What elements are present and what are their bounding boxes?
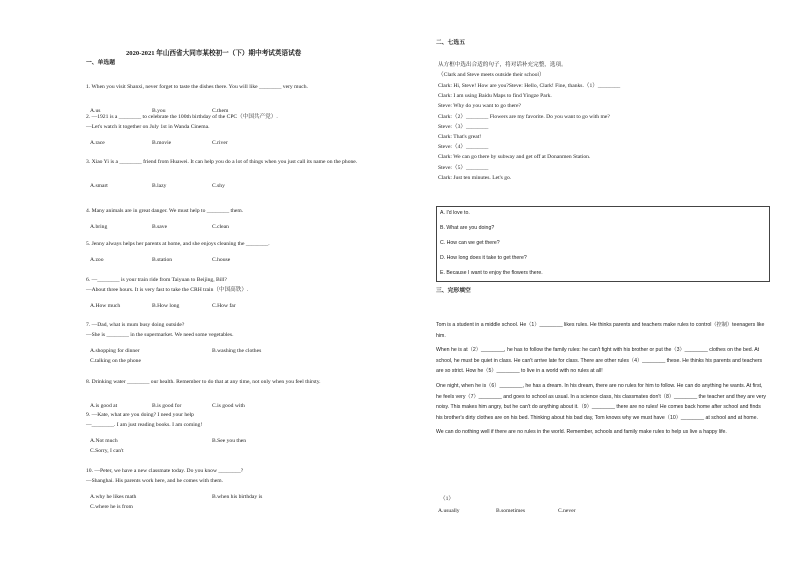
answer-option[interactable]: C.talking on the phone: [90, 358, 141, 364]
answer-option[interactable]: A.race: [90, 140, 105, 146]
answer-option[interactable]: B.lazy: [152, 183, 167, 189]
answer-option[interactable]: A.us: [90, 108, 101, 114]
section1-heading: 一、单选题: [86, 60, 115, 66]
option-item: D. How long does it take to get there?: [440, 255, 527, 261]
answer-option[interactable]: A.smart: [90, 183, 108, 189]
cloze-option: A.usually: [438, 508, 460, 514]
question-line: 10. —Peter, we have a new classmate today. Do you know ________?: [86, 468, 244, 474]
answer-option[interactable]: C.Sorry, I can't: [90, 448, 124, 454]
question-line: 3. Xiao Yi is a ________ friend from Huawei. It can help you do a lot of things when you just call its name on the phone.: [86, 159, 358, 165]
answer-option[interactable]: B.save: [152, 224, 168, 230]
dialogue-line: Clark: Hi, Steve! How are you?Steve: Hello, Clark! Fine, thanks.（1）________: [438, 83, 621, 89]
answer-option[interactable]: A.is good at: [90, 403, 118, 409]
dialogue-line: Steve: Why do you want to go there?: [438, 103, 522, 110]
dialogue-line: Steve:（5）________: [438, 164, 489, 171]
question-line: 9. —Kate, what are you doing? I need your help: [86, 412, 194, 418]
dialogue-line: Steve:（3）________: [438, 123, 489, 130]
answer-option[interactable]: B.station: [152, 257, 173, 263]
answer-option[interactable]: C.clean: [212, 224, 229, 230]
question-line: —She is ________ in the supermarket. We need some vegetables.: [86, 332, 234, 338]
option-item: A. I'd love to.: [440, 210, 470, 216]
options-box: [436, 206, 770, 282]
question-line: 7. —Dad, what is mum busy doing outside?: [86, 322, 185, 328]
dialogue-line: Clark: Just ten minutes. Let's go.: [438, 174, 512, 181]
question-line: —About three hours. It is very fast to take the CRH train（中国高铁）.: [86, 287, 249, 293]
option-item: E. Because I want to enjoy the flowers there.: [440, 270, 543, 276]
question-line: —Let's watch it together on July 1st in Wanda Cinema.: [86, 124, 210, 130]
answer-option[interactable]: B.How long: [152, 303, 180, 309]
dialogue-line: Clark: That's great!: [438, 134, 482, 140]
answer-option[interactable]: B.is good for: [152, 403, 182, 409]
answer-option[interactable]: B.movie: [152, 140, 172, 146]
question-line: 6. —________ is your train ride from Taiyuan to Beijing, Bill?: [86, 277, 227, 283]
option-item: C. How can we get there?: [440, 240, 500, 246]
section2-heading: 二、七选五: [436, 40, 465, 46]
dialogue-line: Clark:（2）________ Flowers are my favorite. Do you want to go with me?: [438, 113, 610, 120]
question-line: 2. —1921 is a ________ to celebrate the 100th birthday of the CPC（中国共产党）.: [86, 114, 278, 120]
passage-paragraph: We can do nothing well if there are no rules in the world. Remember, schools and family make rules to help us live a happy life.: [436, 429, 727, 436]
question-line: —Shanghai. His parents work here, and he comes with them.: [86, 478, 224, 484]
answer-option[interactable]: C.river: [212, 140, 228, 146]
answer-option[interactable]: C.shy: [212, 183, 225, 189]
section2-intro-line: （Clark and Steve meets outside their school）: [438, 72, 545, 78]
cloze-question-number: （1）: [440, 496, 454, 502]
answer-option[interactable]: A.bring: [90, 224, 108, 230]
answer-option[interactable]: B.washing the clothes: [212, 348, 262, 354]
answer-option[interactable]: A.How much: [90, 303, 121, 309]
option-item: B. What are you doing?: [440, 225, 495, 231]
page-title: 2020-2021 年山西省大同市某校初一（下）期中考试英语试卷: [126, 50, 302, 57]
passage-paragraph: One night, when he is（6）________, he has a dream. In his dream, there are no rules for him to follow. He can do anything he wants. At first, he feels very（7）________ and goes to school as usual. In a science class, his classmates don't（8）________ the teacher and they are very noisy. This makes him angry, but he can't do anything about it.（9）________ there are no rules! He comes back home after school and finds his brother's dirty clothes are on his bed. Thinking about his bad day, Tom knows why we must have（10）________ at school and at home.: [436, 382, 767, 421]
cloze-option: B.sometimes: [496, 508, 526, 514]
cloze-option: C.never: [558, 508, 576, 514]
question-line: 1. When you visit Shanxi, never forget to taste the dishes there. You will like ________ very much.: [86, 84, 308, 90]
question-line: 4. Many animals are in great danger. We must help to ________ them.: [86, 208, 244, 214]
passage-paragraph: When he is at（2）________, he has to follow the family rules: he can't fight with his brother or put the（3）________ clothes on the bed. At school, he must be quiet in class. He can't arrive late for class. There are other rules（4）________ these. He thinks his parents and teachers are so strict. How he（5）________ to live in a world with no rules at all!: [436, 347, 763, 375]
section2-intro-line: 从方框中选出合适的句子，将对话补充完整，选项。: [438, 62, 567, 68]
answer-option[interactable]: C.where he is from: [90, 504, 133, 510]
answer-option[interactable]: C.is good with: [212, 403, 245, 409]
question-line: 5. Jenny always helps her parents at home, and she enjoys cleaning the ________.: [86, 241, 270, 247]
passage-paragraph: Tom is a student in a middle school. He（1）________ likes rules. He thinks parents and teachers make rules to control（控制）teenagers like him.: [436, 322, 765, 339]
answer-option[interactable]: A.why he likes math: [90, 494, 137, 500]
question-line: 8. Drinking water ________ our health. Remember to do that at any time, not only when you feel thirsty.: [86, 379, 321, 385]
dialogue-line: Steve:（4）________: [438, 144, 489, 151]
answer-option[interactable]: A.shopping for dinner: [90, 348, 140, 354]
question-line: —________. I am just reading books. I am coming!: [86, 422, 203, 428]
answer-option[interactable]: B.when his birthday is: [212, 494, 263, 500]
section3-heading: 三、完形填空: [436, 288, 471, 294]
answer-option[interactable]: C.them: [212, 108, 229, 114]
dialogue-line: Clark: We can go there by subway and get off at Donanmen Station.: [438, 154, 591, 161]
cloze-passage: [436, 320, 768, 442]
dialogue-line: Clark: I am using Baidu Maps to find Yingze Park.: [438, 93, 552, 100]
answer-option[interactable]: B.See you then: [212, 438, 247, 444]
answer-option[interactable]: A.zoo: [90, 257, 104, 263]
answer-option[interactable]: C.house: [212, 257, 231, 263]
answer-option[interactable]: B.you: [152, 108, 166, 114]
answer-option[interactable]: A.Not much: [90, 438, 118, 444]
answer-option[interactable]: C.How far: [212, 303, 236, 309]
